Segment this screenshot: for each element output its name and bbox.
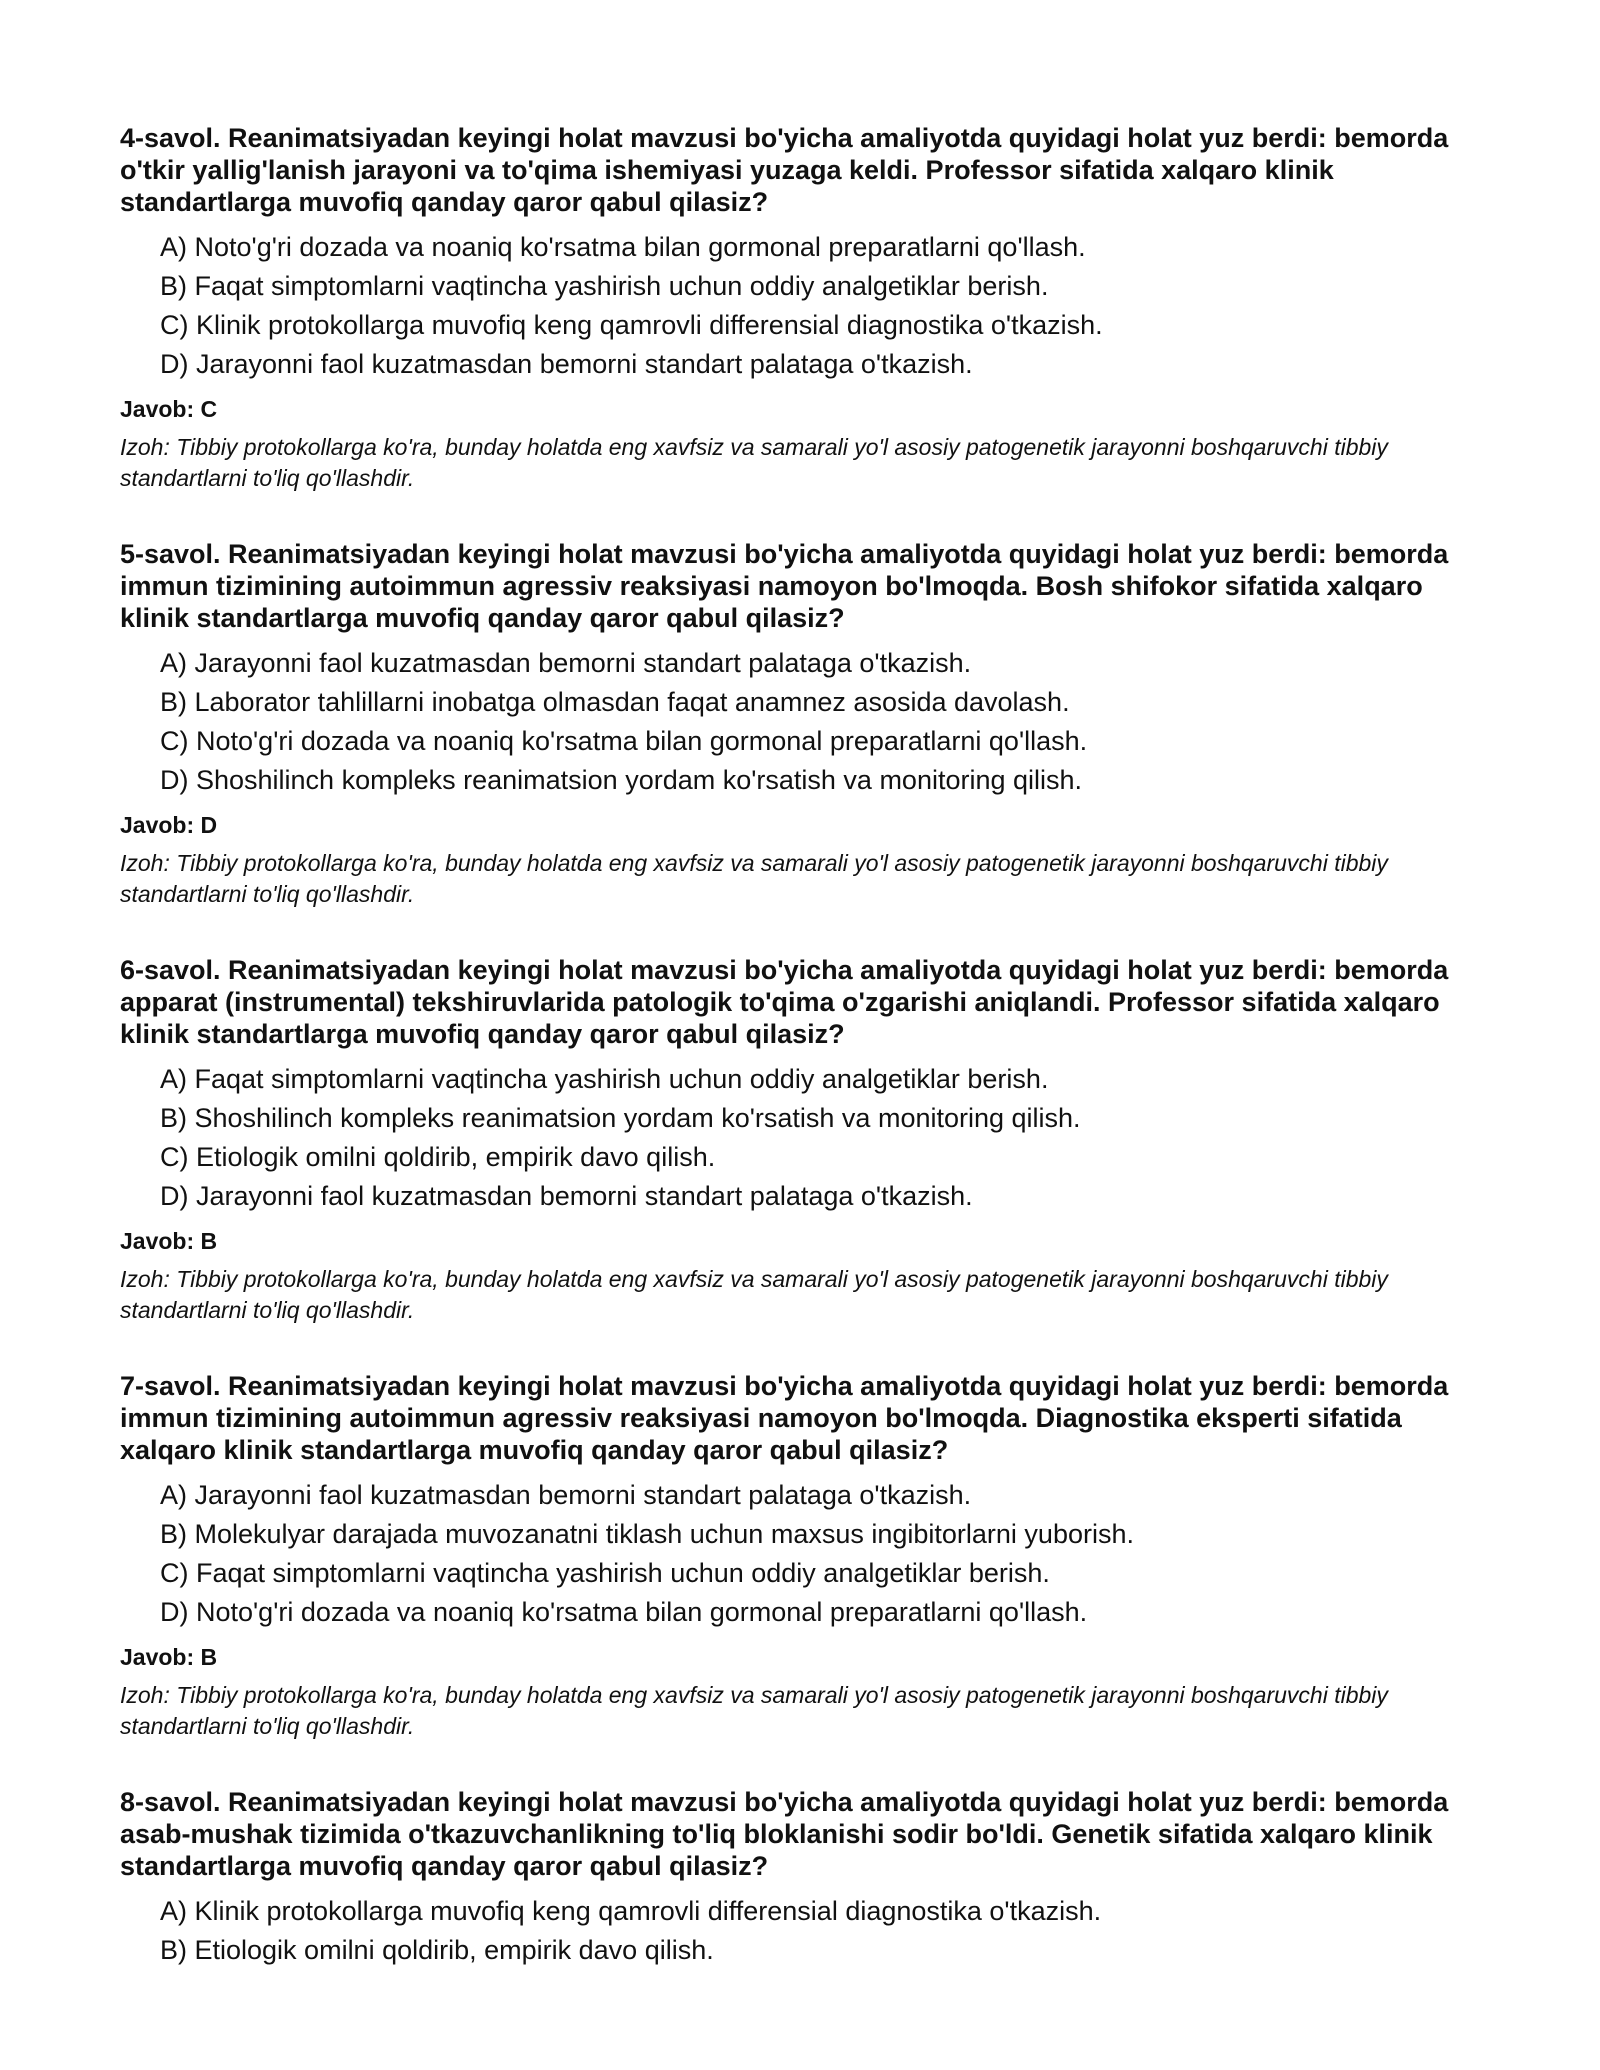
answer-label: Javob: C xyxy=(120,396,218,422)
options-list xyxy=(120,1892,1480,1970)
option-a: A) Faqat simptomlarni vaqtincha yashirish uchun oddiy analgetiklar berish. xyxy=(160,1064,1049,1094)
document-page xyxy=(120,122,1480,2014)
question-block xyxy=(120,1370,1480,1742)
question-block xyxy=(120,1786,1480,1970)
option-d: D) Jarayonni faol kuzatmasdan bemorni standart palataga o'tkazish. xyxy=(160,1181,973,1211)
option-b: B) Shoshilinch kompleks reanimatsion yordam ko'rsatish va monitoring qilish. xyxy=(160,1103,1081,1133)
options-list xyxy=(120,1476,1480,1632)
option-b: B) Laborator tahlillarni inobatga olmasdan faqat anamnez asosida davolash. xyxy=(160,687,1070,717)
options-list xyxy=(120,644,1480,800)
answer-label: Javob: D xyxy=(120,812,218,838)
option-c: C) Etiologik omilni qoldirib, empirik davo qilish. xyxy=(160,1142,716,1172)
question-block xyxy=(120,122,1480,494)
answer-label: Javob: B xyxy=(120,1644,218,1670)
explanation-note: Izoh: Tibbiy protokollarga ko'ra, bunday holatda eng xavfsiz va samarali yo'l asosiy patogenetik jarayonni boshqaruvchi tibbiy standartlarni to'liq qo'llashdir. xyxy=(120,1266,1388,1323)
question-block xyxy=(120,538,1480,910)
explanation-note: Izoh: Tibbiy protokollarga ko'ra, bunday holatda eng xavfsiz va samarali yo'l asosiy patogenetik jarayonni boshqaruvchi tibbiy standartlarni to'liq qo'llashdir. xyxy=(120,1682,1388,1739)
question-text: 8-savol. Reanimatsiyadan keyingi holat mavzusi bo'yicha amaliyotda quyidagi holat yuz berdi: bemorda asab-mushak tizimida o'tkazuvchanlikning to'liq bloklanishi sodir bo'ldi. Genetik sifatida xalqaro klinik standartlarga muvofiq qanday qaror qabul qilasiz? xyxy=(120,1787,1449,1881)
option-d: D) Shoshilinch kompleks reanimatsion yordam ko'rsatish va monitoring qilish. xyxy=(160,765,1083,795)
answer-label: Javob: B xyxy=(120,1228,218,1254)
option-d: D) Noto'g'ri dozada va noaniq ko'rsatma bilan gormonal preparatlarni qo'llash. xyxy=(160,1597,1088,1627)
question-text: 7-savol. Reanimatsiyadan keyingi holat mavzusi bo'yicha amaliyotda quyidagi holat yuz berdi: bemorda immun tizimining autoimmun agressiv reaksiyasi namoyon bo'lmoqda. Diagnostika eksperti sifatida xalqaro klinik standartlarga muvofiq qanday qaror qabul qilasiz? xyxy=(120,1371,1449,1465)
options-list xyxy=(120,228,1480,384)
option-b: B) Etiologik omilni qoldirib, empirik davo qilish. xyxy=(160,1935,714,1965)
explanation-note: Izoh: Tibbiy protokollarga ko'ra, bunday holatda eng xavfsiz va samarali yo'l asosiy patogenetik jarayonni boshqaruvchi tibbiy standartlarni to'liq qo'llashdir. xyxy=(120,434,1388,491)
question-text: 6-savol. Reanimatsiyadan keyingi holat mavzusi bo'yicha amaliyotda quyidagi holat yuz berdi: bemorda apparat (instrumental) tekshiruvlarida patologik to'qima o'zgarishi aniqlandi. Professor sifatida xalqaro klinik standartlarga muvofiq qanday qaror qabul qilasiz? xyxy=(120,955,1449,1049)
options-list xyxy=(120,1060,1480,1216)
explanation-note: Izoh: Tibbiy protokollarga ko'ra, bunday holatda eng xavfsiz va samarali yo'l asosiy patogenetik jarayonni boshqaruvchi tibbiy standartlarni to'liq qo'llashdir. xyxy=(120,850,1388,907)
question-block xyxy=(120,954,1480,1326)
option-a: A) Jarayonni faol kuzatmasdan bemorni standart palataga o'tkazish. xyxy=(160,648,972,678)
option-b: B) Molekulyar darajada muvozanatni tiklash uchun maxsus ingibitorlarni yuborish. xyxy=(160,1519,1134,1549)
option-d: D) Jarayonni faol kuzatmasdan bemorni standart palataga o'tkazish. xyxy=(160,349,973,379)
question-text: 4-savol. Reanimatsiyadan keyingi holat mavzusi bo'yicha amaliyotda quyidagi holat yuz berdi: bemorda o'tkir yallig'lanish jarayoni va to'qima ishemiyasi yuzaga keldi. Professor sifatida xalqaro klinik standartlarga muvofiq qanday qaror qabul qilasiz? xyxy=(120,123,1449,217)
option-b: B) Faqat simptomlarni vaqtincha yashirish uchun oddiy analgetiklar berish. xyxy=(160,271,1049,301)
option-a: A) Noto'g'ri dozada va noaniq ko'rsatma bilan gormonal preparatlarni qo'llash. xyxy=(160,232,1086,262)
option-c: C) Noto'g'ri dozada va noaniq ko'rsatma bilan gormonal preparatlarni qo'llash. xyxy=(160,726,1088,756)
option-c: C) Klinik protokollarga muvofiq keng qamrovli differensial diagnostika o'tkazish. xyxy=(160,310,1103,340)
question-text: 5-savol. Reanimatsiyadan keyingi holat mavzusi bo'yicha amaliyotda quyidagi holat yuz berdi: bemorda immun tizimining autoimmun agressiv reaksiyasi namoyon bo'lmoqda. Bosh shifokor sifatida xalqaro klinik standartlarga muvofiq qanday qaror qabul qilasiz? xyxy=(120,539,1449,633)
option-a: A) Jarayonni faol kuzatmasdan bemorni standart palataga o'tkazish. xyxy=(160,1480,972,1510)
option-c: C) Faqat simptomlarni vaqtincha yashirish uchun oddiy analgetiklar berish. xyxy=(160,1558,1050,1588)
option-a: A) Klinik protokollarga muvofiq keng qamrovli differensial diagnostika o'tkazish. xyxy=(160,1896,1102,1926)
